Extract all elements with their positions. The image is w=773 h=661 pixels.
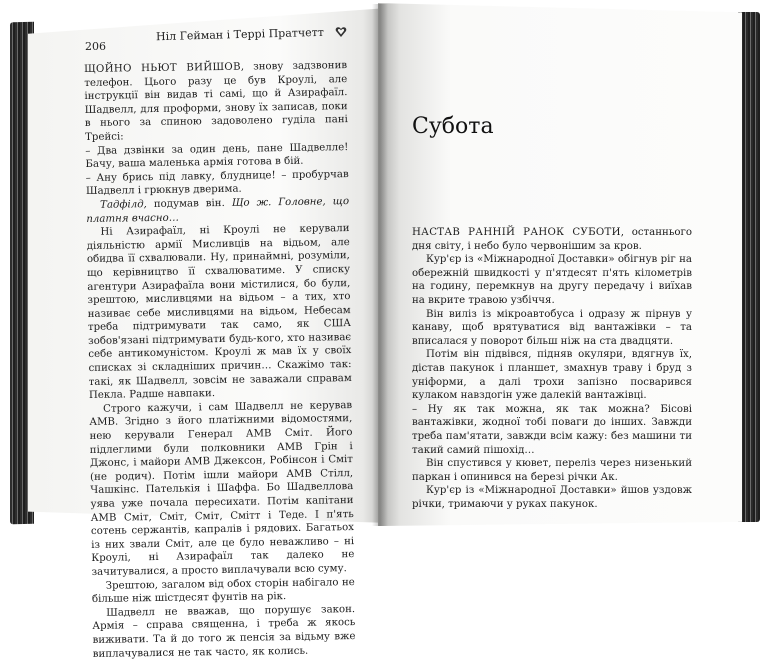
paragraph: – Ну як так можна, як так можна? Бісові вантажівки, жодної тобі поваги до інших. Завжди треба пам'ятати, завжди всім кажу: без машини ти такий самий пішохід… xyxy=(412,403,692,456)
paragraph: – Два дзвінки за один день, пане Шадвелле! Бачу, ваша маленька армія готова в бій. xyxy=(85,141,349,171)
book-gutter xyxy=(372,4,388,526)
paragraph: Він виліз із мікроавтобуса і одразу ж пірнув у канаву, щоб врятуватися від вантажівки – та вписалася у поворот більш ніж на ста двадцяти. xyxy=(412,308,692,347)
page-number: 206 xyxy=(85,40,106,53)
paragraph: Зрештою, загалом від обох сторін набігало не більше ніж шістдесят фунтів на рік. xyxy=(91,576,355,606)
paragraph: Кур'єр із «Міжнародної Доставки» йшов уздовж річки, тримаючи у руках пакунок. xyxy=(412,485,692,510)
right-page-text xyxy=(412,226,692,511)
paragraph: Ні Азирафаїл, ні Кроулі не керували діяльністю армії Мисливців на відьом, але обидва її схвалювали. Ну, принаймні, розуміли, що керівництво її схвалюватиме. У списку агентури Азирафаїла вони містилися, бо були, зрештою, мисливцями на відьом – а тих, хто називає себе мисливцями на відьом, Небесам треба підтримувати так само, як США зобов'язані підтримувати будь-кого, хто називає себе антикомуністом. Кроулі ж мав їх у своїх списках зі складніших причин… Скажімо так: такі, як Шадвелл, зовсім не заважали справам Пекла. Радше навпаки. xyxy=(86,223,352,402)
running-head: Ніл Гейман і Террі Пратчетт xyxy=(155,25,325,44)
paragraph: Шадвелл не вважав, що порушує закон. Армія – справа священна, і треба ж якось виживати. Та й до того ж пенсія за відьму вже виплачувалися не так часто, як колись. xyxy=(92,603,356,660)
paragraph: – Ану брись під лавку, блуднице! – пробурчав Шадвелл і грюкнув дверима. xyxy=(85,168,349,198)
paragraph: Строго кажучи, і сам Шадвелл не керував АМВ. Згідно з його платіжними відомостями, нею керували Генерал АМВ Сміт. Його підлеглими були полковники АМВ Грін і Джонс, і майори АМВ Джексон, Робінсон і Сміт (не родич). Потім ішли майори АМВ Стілл, Чашкінс. Пателькія і Шаффа. Бо Шадвеллова уява уже почала пересихати. Потім капітани АМВ Сміт, Сміт, Сміт, Смітт і Теде. І п'ять сотень сержантів, капралів і рядових. Багатьох із них звали Сміт, але це було неважливо – ні Кроулі, ні Азирафаїл так далеко не зачитувалися, а просто виплачували всю суму. xyxy=(89,399,355,578)
chapter-title: Субота xyxy=(412,114,494,139)
heart-ornament-icon xyxy=(335,26,347,38)
left-page-text xyxy=(84,59,356,661)
paragraph: ЩОЙНО НЬЮТ ВИЙШОВ, знову задзвонив телефон. Цього разу це був Кроулі, але інструкції він видав ті самі, що й Азирафаїл. Шадвелл, для проформи, знову їх записав, поки в нього за спиною задоволено гуділа пані Трейсі: xyxy=(84,60,348,143)
paragraph: Потім він підвівся, підняв окуляри, вдягнув їх, дістав пакунок і планшет, змахнув траву і бруд з уніформи, а далі трохи запізно посварився кулаком навздогін уже далекій вантажівці. xyxy=(412,349,692,402)
paragraph: Він спустився у кювет, переліз через низенький паркан і опинився на березі річки Ак. xyxy=(412,458,692,483)
paragraph: Кур'єр із «Міжнародної Доставки» обігнув ріг на обережній швидкості у п'ятдесят п'ять кілометрів на годину, перемкнув на другу передачу і виїхав на вкрите травою узбіччя. xyxy=(412,254,692,306)
paragraph: НАСТАВ РАННІЙ РАНОК СУБОТИ, останнього дня світу, і небо було червонішим за кров. xyxy=(412,227,692,252)
paragraph: Тадфілд, подумав він. Що ж. Головне, що платня вчасно… xyxy=(86,196,350,225)
